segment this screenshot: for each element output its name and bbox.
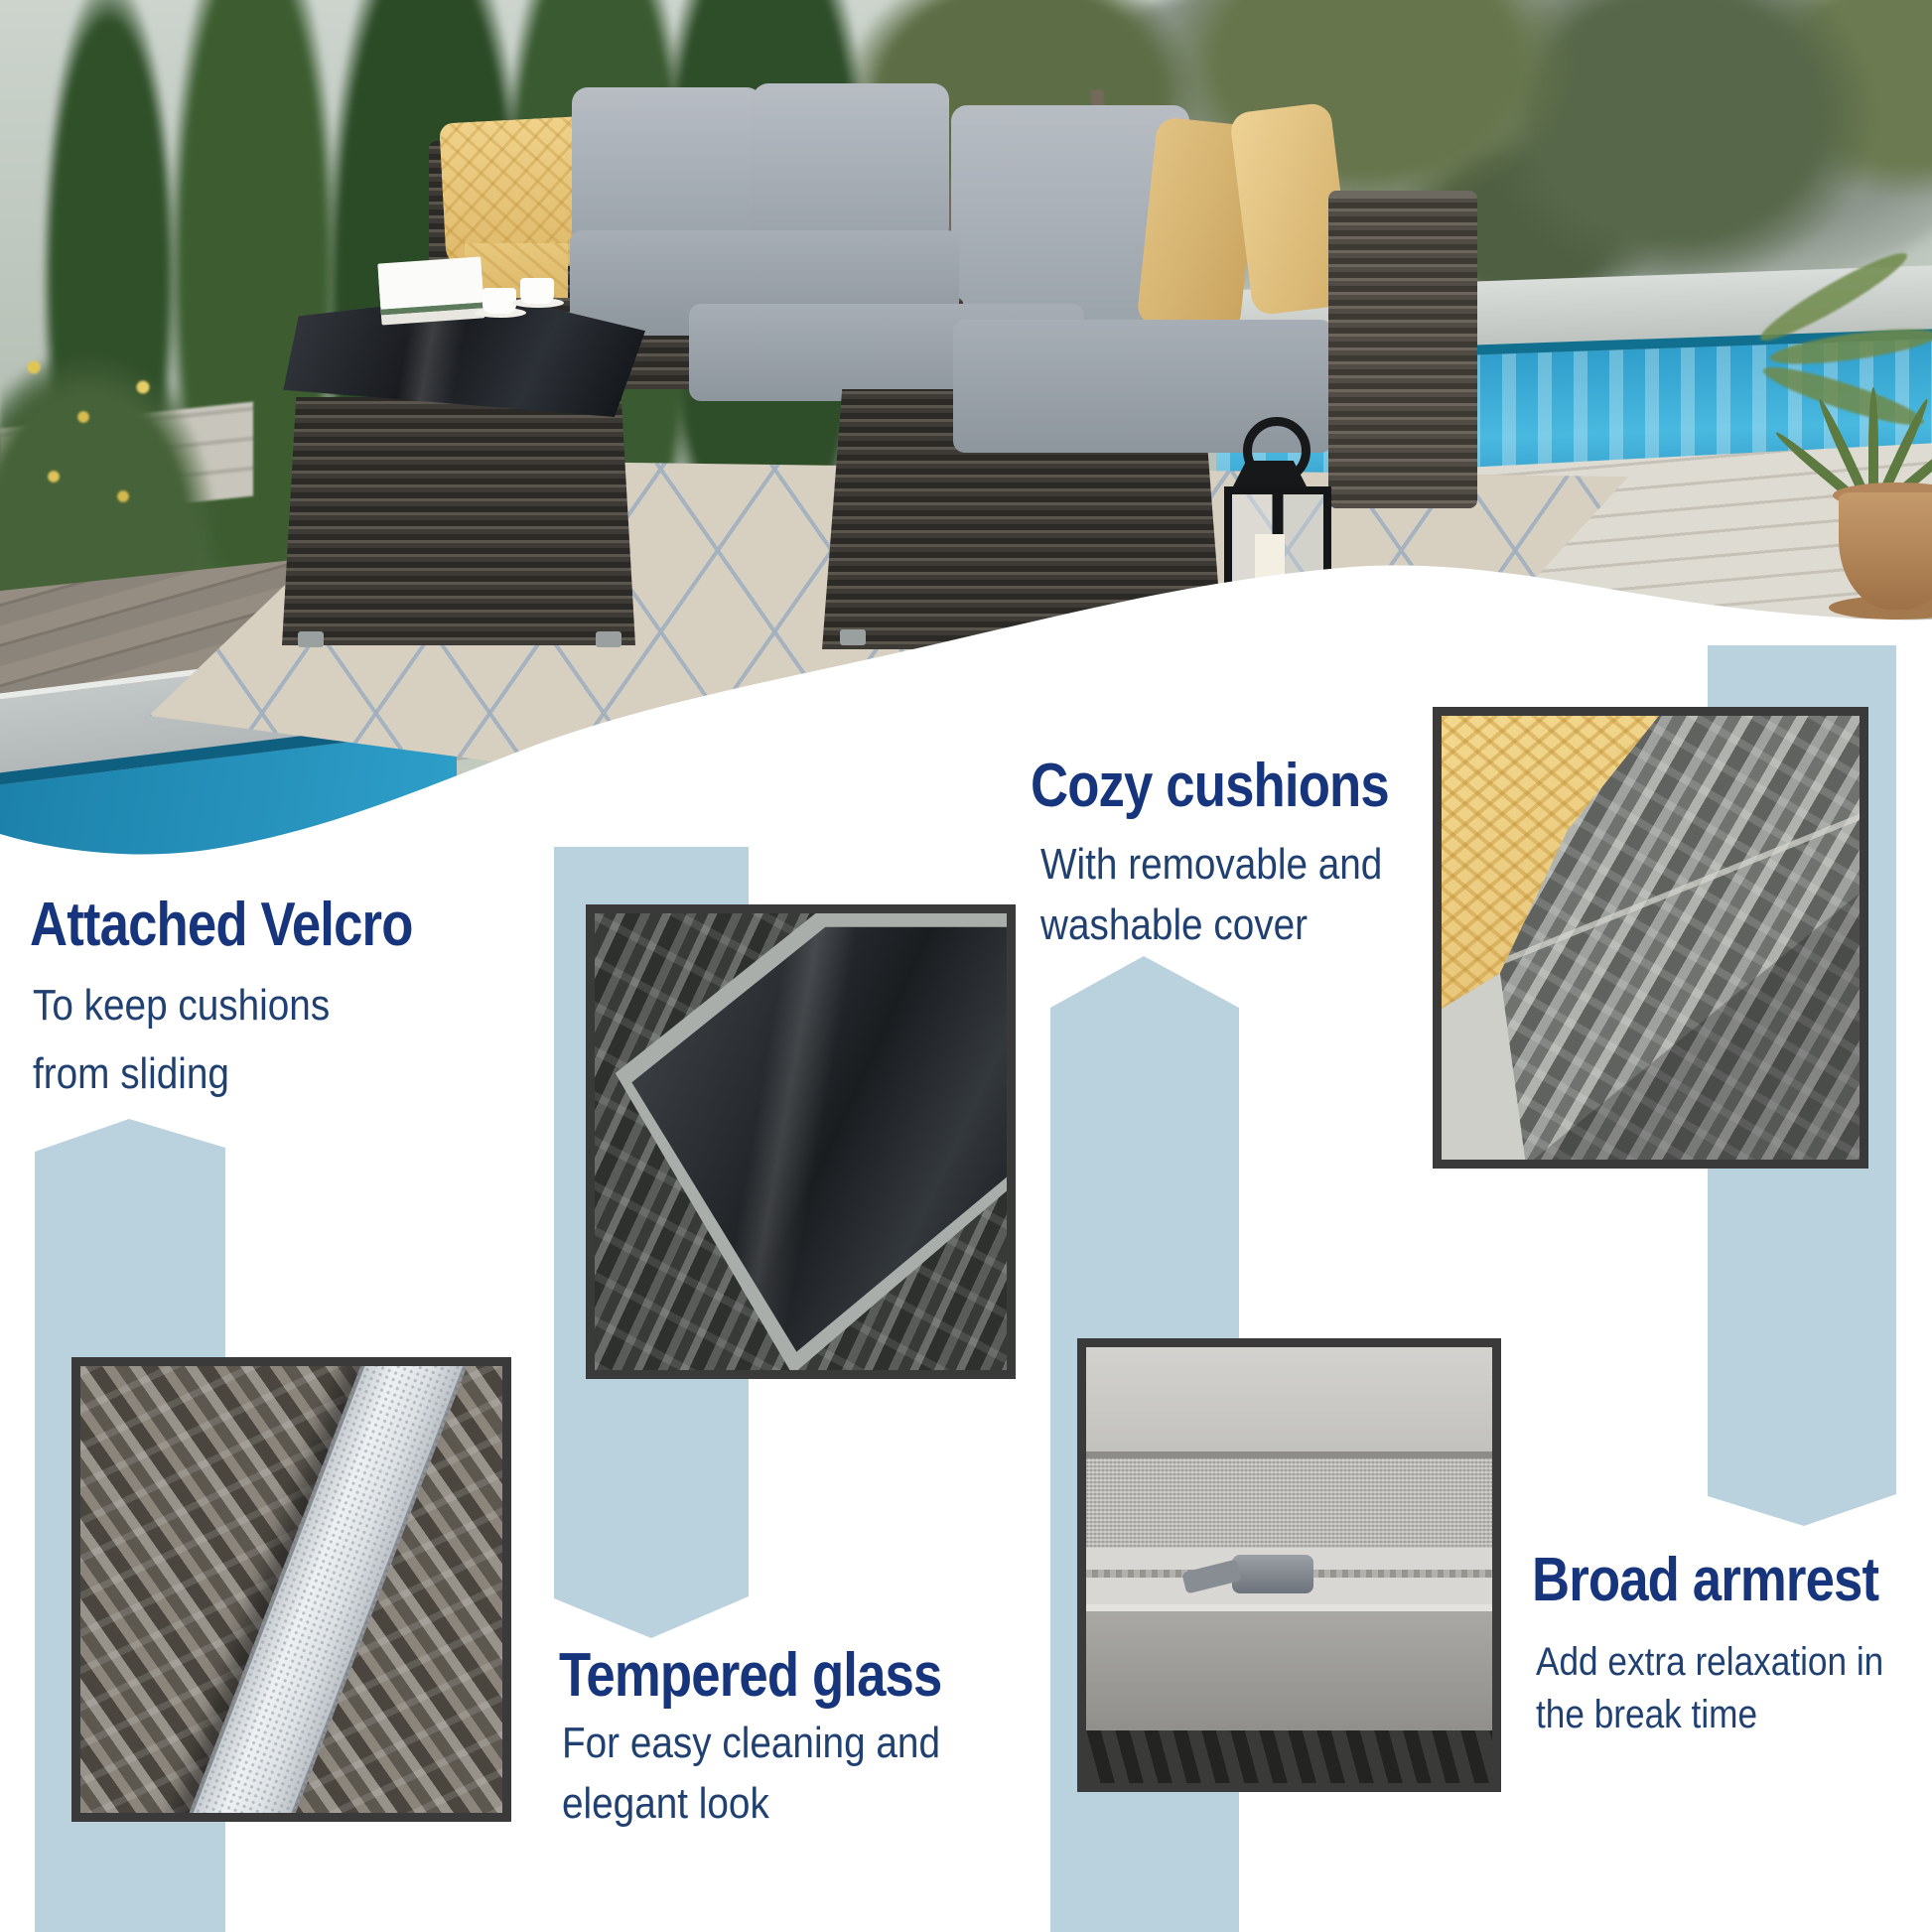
coffee-cup — [483, 288, 516, 314]
back-cushion — [753, 83, 949, 242]
cushion-lower-panel — [1086, 1604, 1492, 1737]
cushion-zipper-photo — [1077, 1338, 1501, 1792]
desc-line: To keep cushions — [33, 981, 331, 1030]
yellow-flowers — [4, 328, 193, 546]
desc-line: from sliding — [33, 1049, 229, 1098]
feature-desc-cozy-cushions — [1040, 834, 1382, 955]
back-cushion — [572, 87, 762, 246]
feature-title-attached-velcro: Attached Velcro — [30, 891, 413, 959]
desc-line: washable cover — [1040, 900, 1309, 949]
feature-desc-broad-armrest — [1536, 1636, 1883, 1741]
sofa-right-arm — [1328, 191, 1477, 508]
rattan-shadow-band — [1086, 1730, 1492, 1783]
feature-title-broad-armrest: Broad armrest — [1532, 1546, 1879, 1614]
feature-desc-tempered-glass — [562, 1713, 940, 1834]
broad-armrest-photo — [1433, 707, 1868, 1169]
cushion-top-panel — [1086, 1347, 1492, 1458]
tempered-glass-photo — [586, 904, 1016, 1379]
feature-title-cozy-cushions: Cozy cushions — [1031, 752, 1389, 820]
coffee-cup — [520, 278, 554, 304]
desc-line: Add extra relaxation in — [1536, 1640, 1884, 1684]
attached-velcro-photo — [71, 1357, 511, 1822]
feature-title-tempered-glass: Tempered glass — [559, 1641, 942, 1710]
feature-desc-attached-velcro — [33, 971, 330, 1108]
books-stack — [377, 256, 483, 315]
zipper-slider — [1232, 1555, 1313, 1594]
desc-line: the break time — [1536, 1693, 1758, 1736]
desc-line: elegant look — [562, 1779, 769, 1828]
desc-line: With removable and — [1040, 840, 1383, 889]
desc-line: For easy cleaning and — [562, 1719, 940, 1767]
